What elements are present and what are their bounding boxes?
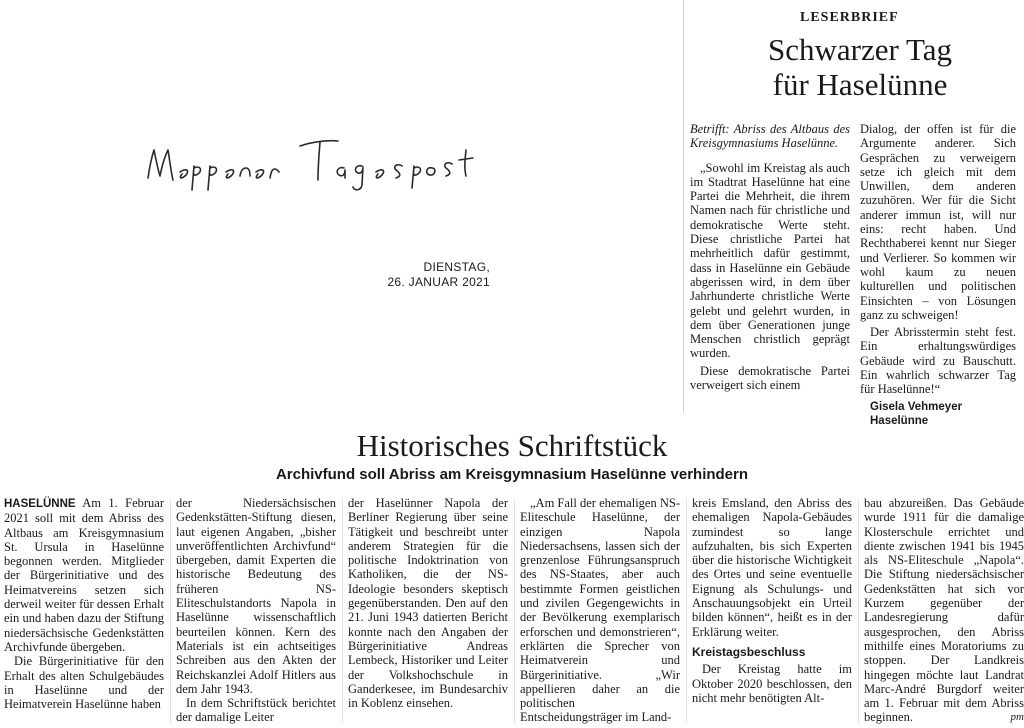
article-paragraph: Der Kreistag hatte im Oktober 2020 beschlossen, den nicht mehr benötigten Alt- xyxy=(692,662,852,705)
letter-title-line1: Schwarzer Tag xyxy=(767,32,953,67)
article-column-5 xyxy=(692,496,852,705)
letter-paragraph: Diese demokratische Partei verweigert sich einem xyxy=(690,363,850,393)
letter-paragraph: „Sowohl im Kreistag als auch im Stadtrat Haselünne hat eine Partei die Mehrheit, die ihrem Namen nach für christliche und demokratische Werte steht. Diese christliche Partei hat mehrheitlich dafür gestimmt, dass in Haselünne ein Gebäude abgerissen wird, in dem über Jahrhunderte christliche Werte gelebt und gelehrt wurden, in dem über Generationen junge Menschen christlich geprägt wurden. xyxy=(690,160,850,361)
letter-signature-name: Gisela Vehmeyer xyxy=(870,400,963,413)
letter-title-line2: für Haselünne xyxy=(772,67,948,102)
column-divider xyxy=(514,498,515,723)
letter-paragraph: Dialog, der offen ist für die Argumente anderer. Sich Gesprächen zu verweigern setze ich gleich mit dem Unwillen, dem anderen zuzuhören. Wer für die Sicht anderer immun ist, will nur eins: recht haben. Und Rechthaberei kennt nur Sieger und Verlierer. So kommen wir wohl kaum zu neuen kulturellen und politischen Einsichten – von Lösungen ganz zu schweigen! xyxy=(860,122,1016,322)
column-divider xyxy=(342,498,343,723)
article-title: Historisches Schriftstück xyxy=(356,428,668,463)
article-paragraph: kreis Emsland, den Abriss des ehemaligen Napola-Gebäudes zumindest so lange aufzuhalten, bis sich Experten über die historische Wichtigkeit des Ortes und seine eventuelle Eignung als Schulungs- und Anschauungsobjekt ein Urteil bilden können“, heißt es in der Erklärung weiter. xyxy=(692,496,852,639)
article-column-2 xyxy=(176,496,336,725)
article-paragraph: bau abzureißen. Das Gebäude wurde 1911 für die damalige Klosterschule errichtet und diente zwischen 1941 bis 1945 als NS-Eliteschule „Napola“. Die Stiftung niedersächsischer Gedenkstätten hat sich vor Kurzem gegenüber der Landesregierung dafür ausgesprochen, den Abriss mithilfe eines Moratoriums zu stoppen. Der Landkreis hingegen möchte laut Landrat Marc-André Burgdorf weiter am 1. Februar mit dem Abriss beginnen. xyxy=(864,496,1024,725)
article-paragraph: In dem Schriftstück berichtet der damalige Leiter xyxy=(176,696,336,725)
article-subheading: Kreistagsbeschluss xyxy=(692,644,806,659)
article-paragraph: der Haselünner Napola der Berliner Regierung über seine Tätigkeit und beschreibt unter anderem Strategien für die politische Indoktrination von Katholiken, die der NS-Ideologie besonders skeptisch gegenüberstanden. Den auf den 21. Juni 1943 datierten Bericht konnte nach den Angaben der Bürgerinitiative Andreas Lembeck, Historiker und Leiter der Volkshochschule in Ganderkesee, im Bundesarchiv in Koblenz einsehen. xyxy=(348,496,508,711)
publication-date xyxy=(370,260,490,290)
column-divider xyxy=(683,0,684,412)
article-paragraph: „Am Fall der ehemaligen NS-Eliteschule Haselünne, der einzigen Napola Niedersachsens, lassen sich der grenzenlose Führungsanspruch des NS-Staates, aber auch bestimmte Formen geistlichen und zivilen Gegengewichts in der Bevölkerung exemplarisch erforschen und demonstrieren“, erklärten die Sprecher von Heimatverein und Bürgerinitiative. „Wir appellieren daher an die politischen Entscheidungsträger im Land- xyxy=(520,496,680,725)
article-subtitle: Archivfund soll Abriss am Kreisgymnasium Haselünne verhindern xyxy=(275,466,749,483)
handwritten-newspaper-name xyxy=(140,120,530,200)
article-paragraph: der Niedersächsischen Gedenkstätten-Stiftung diesen, laut eigenen Angaben, „bisher unveröffentlichten Archivfund“ übergeben, damit Experten die historische Bedeutung des früheren NS-Eliteschulstandorts Napola in Haselünne wissenschaftlich beurteilen können. Kern des Materials ist ein achtseitiges Schreiben aus den Akten der Reichskanzlei Adolf Hitlers aus dem Jahr 1943. xyxy=(176,496,336,696)
author-initials: pm xyxy=(1010,711,1024,724)
article-column-4 xyxy=(520,496,680,725)
date-weekday: DIENSTAG, xyxy=(423,260,490,274)
article-column-3 xyxy=(348,496,508,710)
letter-kicker: LESERBRIEF xyxy=(800,10,899,25)
article-paragraph: Die Bürgerinitiative für den Erhalt des alten Schulgebäudes in Haselünne und der Heimatverein Haselünne haben xyxy=(4,654,164,712)
article-column-1 xyxy=(4,496,164,711)
article-dateline: HASELÜNNE xyxy=(4,498,76,510)
letter-subject: Betrifft: Abriss des Altbaus des Kreisgymnasiums Haselünne. xyxy=(690,122,850,151)
letter-column-left xyxy=(690,122,850,395)
article-column-6 xyxy=(864,496,1024,725)
article-paragraph: Am 1. Februar 2021 soll mit dem Abriss des Altbaus am Kreisgymnasium St. Ursula in Haselünne begonnen werden. Mitglieder der Bürgerinitiative und des Heimatvereins setzen sich derweil weiter für dessen Erhalt ein und haben dazu der Stiftung niedersächsische Gedenkstätten Archivfunde übergeben. xyxy=(4,496,164,654)
letter-signature-place: Haselünne xyxy=(870,414,929,427)
letter-title xyxy=(700,32,1020,102)
letter-column-right xyxy=(860,122,1016,428)
date-full: 26. JANUAR 2021 xyxy=(387,275,490,289)
column-divider xyxy=(858,498,859,723)
letter-paragraph: Der Abrisstermin steht fest. Ein erhaltungswürdiges Gebäude wird zu Bauschutt. Ein wahrlich schwarzer Tag für Haselünne!“ xyxy=(860,325,1016,397)
column-divider xyxy=(170,498,171,723)
column-divider xyxy=(686,498,687,723)
